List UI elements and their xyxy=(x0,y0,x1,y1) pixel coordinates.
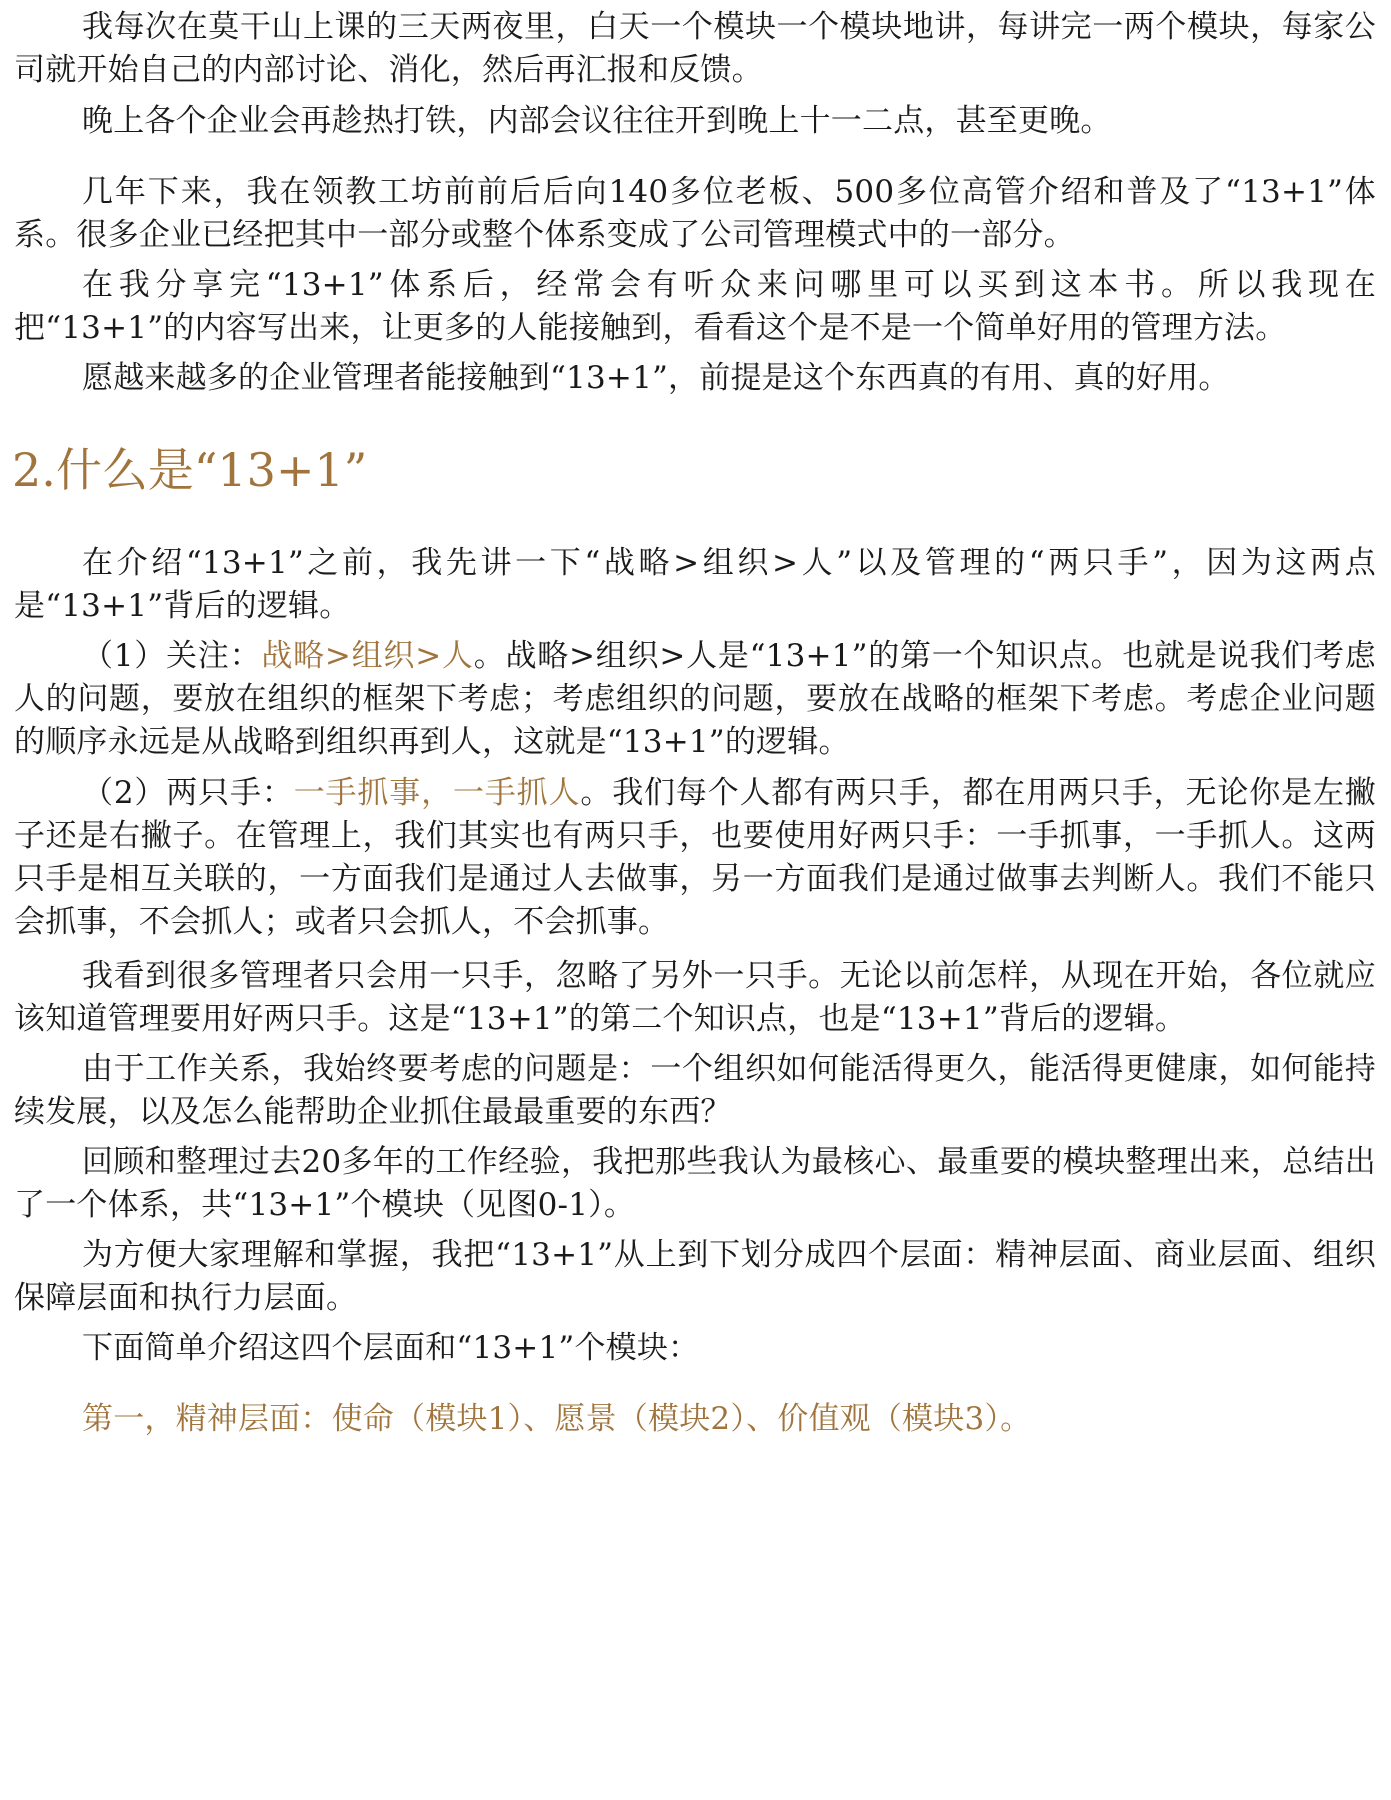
intro-paragraph-2: 晚上各个企业会再趁热打铁，内部会议往往开到晚上十一二点，甚至更晚。 xyxy=(82,103,1112,139)
point-2-text: 。我们每个人都有两只手，都在用两只手，无论你是左撇子还是右撇子。在管理上，我们其实也有两只手，也要使用好两只手：一手抓事，一手抓人。这两只手是相互关联的，一方面我们是通过人去做事，另一方面我们是通过做事去判断人。我们不能只会抓事，不会抓人；或者只会抓人，不会抓事。 xyxy=(14,775,1376,940)
spiritual-level-line: 第一，精神层面：使命（模块1）、愿景（模块2）、价值观（模块3）。 xyxy=(82,1401,1032,1437)
section-paragraph-4: 我看到很多管理者只会用一只手，忽略了另外一只手。无论以前怎样，从现在开始，各位就应该知道管理要用好两只手。这是“13+1”的第二个知识点，也是“13+1”背后的逻辑。 xyxy=(14,958,1376,1037)
point-1-highlight: 战略>组织>人 xyxy=(261,638,474,674)
section-paragraph-1: 在介绍“13+1”之前，我先讲一下“战略>组织>人”以及管理的“两只手”，因为这两点是“13+1”背后的逻辑。 xyxy=(14,545,1376,624)
intro-paragraph-5: 愿越来越多的企业管理者能接触到“13+1”，前提是这个东西真的有用、真的好用。 xyxy=(82,360,1230,396)
point-1-paragraph xyxy=(14,635,1376,764)
point-2-highlight: 一手抓事，一手抓人 xyxy=(293,775,581,811)
section-paragraph-8: 下面简单介绍这四个层面和“13+1”个模块： xyxy=(82,1330,700,1366)
point-1-prefix: （1）关注： xyxy=(82,638,262,674)
intro-paragraph-1: 我每次在莫干山上课的三天两夜里，白天一个模块一个模块地讲，每讲完一两个模块，每家公司就开始自己的内部讨论、消化，然后再汇报和反馈。 xyxy=(14,9,1376,88)
point-1-text: 。战略>组织>人是“13+1”的第一个知识点。也就是说我们考虑人的问题，要放在组织的框架下考虑；考虑组织的问题，要放在战略的框架下考虑。考虑企业问题的顺序永远是从战略到组织再到人，这就是“13+1”的逻辑。 xyxy=(14,638,1376,760)
intro-paragraph-4: 在我分享完“13+1”体系后，经常会有听众来问哪里可以买到这本书。所以我现在把“13+1”的内容写出来，让更多的人能接触到，看看这个是不是一个简单好用的管理方法。 xyxy=(14,267,1376,346)
point-2-paragraph xyxy=(14,772,1376,944)
intro-paragraph-3: 几年下来，我在领教工坊前前后后向140多位老板、500多位高管介绍和普及了“13+1”体系。很多企业已经把其中一部分或整个体系变成了公司管理模式中的一部分。 xyxy=(14,174,1376,253)
section-paragraph-5: 由于工作关系，我始终要考虑的问题是：一个组织如何能活得更久，能活得更健康，如何能持续发展，以及怎么能帮助企业抓住最最重要的东西？ xyxy=(14,1051,1376,1130)
section-paragraph-7: 为方便大家理解和掌握，我把“13+1”从上到下划分成四个层面：精神层面、商业层面、组织保障层面和执行力层面。 xyxy=(14,1237,1376,1316)
section-heading: 2.什么是“13+1” xyxy=(12,443,368,497)
section-paragraph-6: 回顾和整理过去20多年的工作经验，我把那些我认为最核心、最重要的模块整理出来，总结出了一个体系，共“13+1”个模块（见图0-1）。 xyxy=(14,1144,1376,1223)
point-2-prefix: （2）两只手： xyxy=(82,775,294,811)
